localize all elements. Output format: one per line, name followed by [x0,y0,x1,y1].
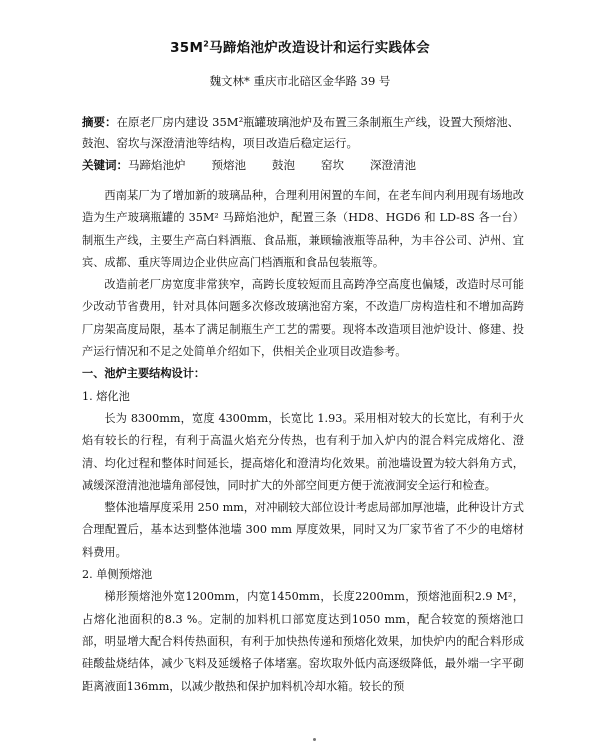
keyword: 深澄清池 [370,158,416,172]
keyword: 马蹄焰池炉 [128,158,186,172]
keyword: 预熔池 [211,158,246,172]
abstract [82,112,524,154]
doc-title: $35M^2$马蹄焰池炉改造设计和运行实践体会 [170,39,430,56]
paragraph: 长为 8300mm，宽度 4300mm，长宽比 1.93。采用相对较大的长宽比，有利于火焰有较长的行程，有利于高温火焰充分传热，也有利于加入炉内的混合料完成熔化、澄清、均化过程和整体时间延长，提高熔化和澄清均化效果。前池墙设置为较大斜角方式，减缓深澄清池池墙角部侵蚀，同时扩大的外部空间更方便于流液洞安全运行和检查。 [82,411,524,492]
paragraph: 改造前老厂房宽度非常狭窄，高跨长度较短而且高跨净空高度也偏矮，改造时尽可能少改动节省费用，针对具体问题多次修改玻璃池窑方案，不改造厂房构造柱和不增加高跨厂房架高度局限，基本了满足制瓶生产工艺的需要。现将本改造项目池炉设计、修建、投产运行情况和不足之处简单介绍如下，供相关企业项目改造参考。 [82,278,524,359]
keywords-label: 关键词： [82,158,128,172]
section-heading: 一、池炉主要结构设计： [82,367,206,381]
page-dot [313,738,316,741]
subsection-heading: 1. 熔化池 [82,389,130,403]
paragraph: 整体池墙厚度采用 250 mm，对冲刷较大部位设计考虑局部加厚池墙，此种设计方式合理配置后，基本达到整体池墙 300 mm 厚度效果，同时又为厂家节省了不少的电熔材料费用。 [82,501,524,559]
keyword: 鼓泡 [272,158,295,172]
paragraph: 西南某厂为了增加新的玻璃品种，合理利用闲置的车间，在老车间内利用现有场地改造为生产玻璃瓶罐的 35M² 马蹄焰池炉，配置三条（HD8、HGD6 和 LD-8S 各一台）制瓶生产线，主要生产高白料酒瓶、食品瓶，兼顾输液瓶等品种，为丰谷公司、泸州、宜宾、成都、重庆等周边企业供应高门档酒瓶和食品包装瓶等。 [82,189,524,269]
keyword: 窑坎 [321,158,344,172]
subsection-heading: 2. 单侧预熔池 [82,568,153,582]
abstract-label: 摘要： [82,115,117,129]
abstract-text: 在原老厂房内建设 35M²瓶罐玻璃池炉及布置三条制瓶生产线，设置大预熔池、鼓泡、窑坎与深澄清池等结构，项目改造后稳定运行。 [82,115,520,150]
author-line: 魏文林* 重庆市北碚区金华路 39 号 [209,74,391,88]
keywords [82,155,524,176]
paragraph: 梯形预熔池外宽1200mm，内宽1450mm，长度2200mm，预熔池面积2.9 M²，占熔化池面积的8.3 %。定制的加料机口部宽度达到1050 mm，配合较宽的预熔池口部，明显增大配合料传热面积，有利于加快热传递和预熔化效果，加快炉内的配合料形成硅酸盐烧结体，减少飞料及延缓格子体堵塞。窑坎取外低内高逐级降低，最外端一字平砌距离液面136mm，以减少散热和保护加料机冷却水箱。较长的预 [82,590,524,693]
body-text [82,185,524,698]
